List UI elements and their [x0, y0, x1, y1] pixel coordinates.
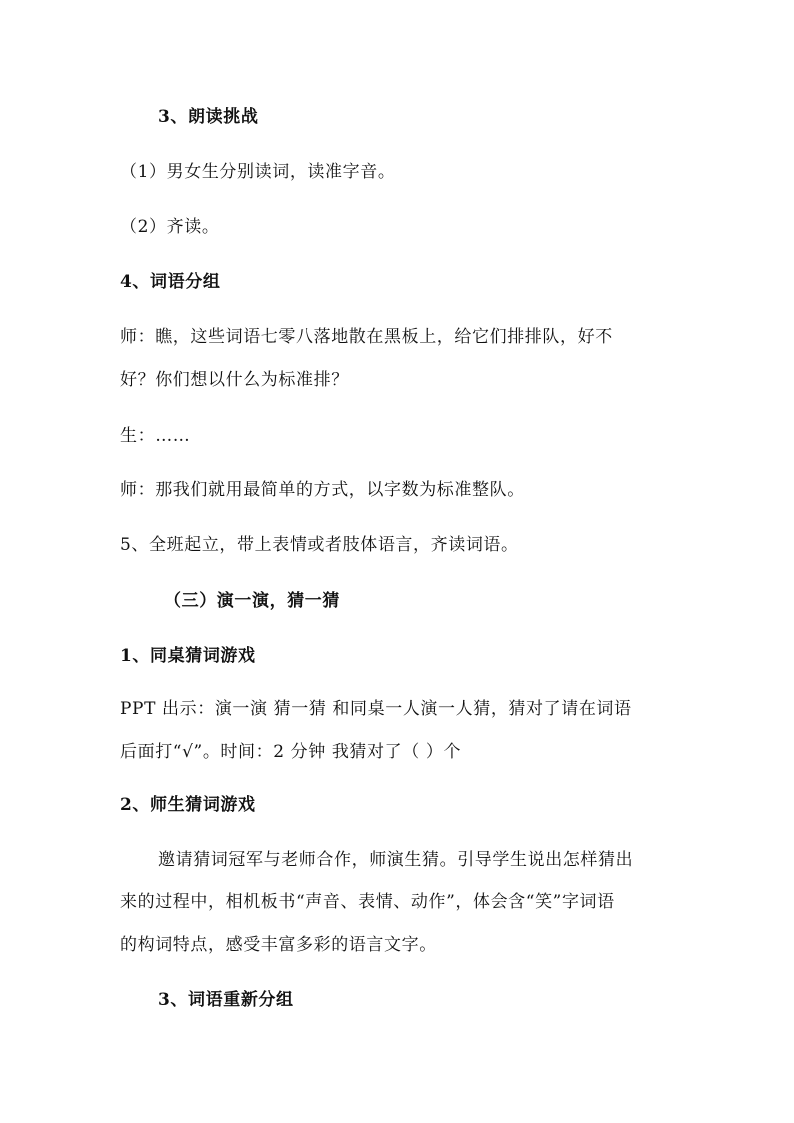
- paragraph-line: 的构词特点，感受丰富多彩的语言文字。: [120, 935, 437, 955]
- paragraph-line: 师：那我们就用最简单的方式，以字数为标准整队。: [120, 480, 525, 500]
- section-heading-deskmate-game: 1、同桌猜词游戏: [120, 646, 256, 666]
- section-heading-act-and-guess: （三）演一演，猜一猜: [164, 591, 340, 611]
- paragraph-line: 师：瞧，这些词语七零八落地散在黑板上，给它们排排队，好不: [120, 327, 613, 347]
- paragraph-line: 邀请猜词冠军与老师合作，师演生猜。引导学生说出怎样猜出: [158, 850, 634, 870]
- paragraph-line: PPT 出示：演一演 猜一猜 和同桌一人演一人猜，猜对了请在词语: [120, 699, 632, 719]
- section-heading-word-grouping: 4、词语分组: [120, 272, 221, 292]
- paragraph-line: （2）齐读。: [120, 217, 220, 237]
- paragraph-line: 生：……: [120, 426, 191, 446]
- section-heading-teacher-student-game: 2、师生猜词游戏: [120, 795, 256, 815]
- paragraph-line: （1）男女生分别读词，读准字音。: [120, 162, 396, 182]
- section-heading-regrouping: 3、词语重新分组: [158, 990, 294, 1010]
- paragraph-line: 好？你们想以什么为标准排？: [120, 370, 349, 390]
- paragraph-line: 5、全班起立，带上表情或者肢体语言，齐读词语。: [120, 535, 519, 555]
- paragraph-line: 来的过程中，相机板书“声音、表情、动作”，体会含“笑”字词语: [120, 892, 615, 912]
- paragraph-line: 后面打“√”。时间：2 分钟 我猜对了（ ）个: [120, 742, 462, 762]
- section-heading-reading-challenge: 3、朗读挑战: [158, 107, 259, 127]
